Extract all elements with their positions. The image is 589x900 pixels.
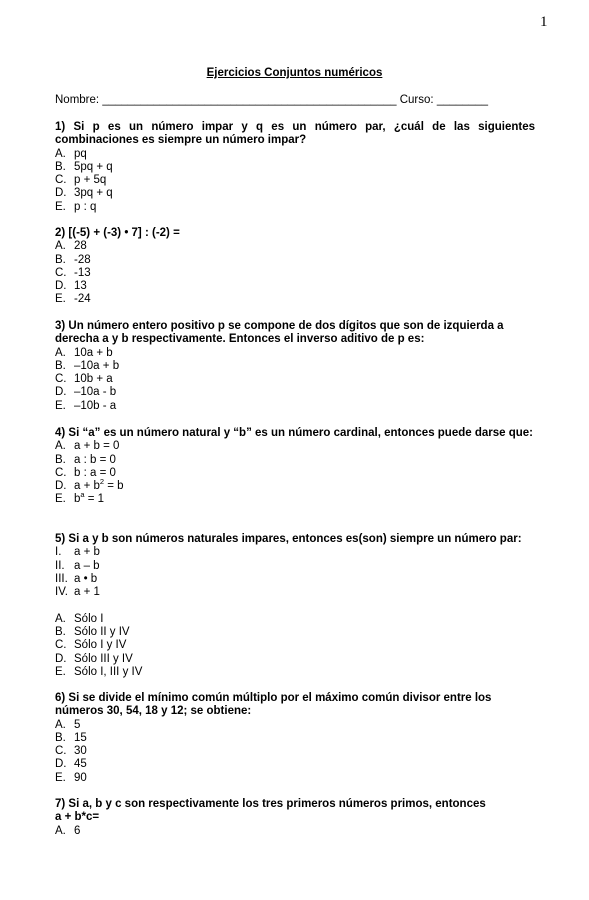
question-6-option-a: A. 5 [55, 718, 81, 731]
question-2-stem: 2) [(-5) + (-3) • 7] : (-2) = [55, 227, 180, 239]
name-blank: ______________________________________________ [102, 94, 397, 106]
question-5-option-d: D. Sólo III y IV [55, 652, 133, 665]
question-7-stem-line-1: 7) Si a, b y c son respectivamente los tres primeros números primos, entonces [55, 798, 486, 810]
question-2-option-a: A. 28 [55, 240, 87, 253]
question-5-option-b: B. Sólo II y IV [55, 626, 130, 639]
name-label: Nombre: [55, 94, 100, 106]
question-4-stem: 4) Si “a” es un número natural y “b” es un número cardinal, entonces puede darse que: [55, 427, 534, 439]
question-6-option-c: C. 30 [55, 745, 87, 758]
course-label: Curso: [399, 94, 434, 106]
question-4-option-a: A. a + b = 0 [55, 440, 120, 453]
name-course-line [55, 94, 535, 106]
question-6 [55, 692, 535, 785]
question-5-option-c: C. Sólo I y IV [55, 639, 127, 652]
question-2-option-c: C. -13 [55, 266, 91, 279]
question-5-statement-iii: III. a • b [55, 572, 98, 585]
question-4-option-e: E. $b^a = 1$ [55, 490, 105, 506]
question-5 [55, 533, 535, 679]
question-1-option-e: E. p : q [55, 200, 97, 213]
question-4 [55, 427, 535, 507]
question-2 [55, 227, 535, 307]
question-3-option-b: B. –10a + b [55, 359, 120, 372]
question-5-statement-i: I. a + b [55, 546, 100, 559]
question-3 [55, 320, 535, 413]
question-6-stem: 6) Si se divide el mínimo común múltiplo por el máximo común divisor entre los números 30, 54, 18 y 12; se obtiene: [55, 692, 492, 718]
question-2-option-b: B. -28 [55, 253, 91, 266]
question-3-stem: 3) Un número entero positivo p se compone de dos dígitos que son de izquierda a derecha a y b respectivamente. Entonces el inverso aditivo de p es: [55, 320, 504, 346]
question-1-option-a: A. pq [55, 147, 87, 160]
question-1-option-b: B. 5pq + q [55, 160, 113, 173]
question-6-option-d: D. 45 [55, 758, 87, 771]
question-3-option-d: D. –10a - b [55, 386, 117, 399]
question-1-option-c: C. p + 5q [55, 174, 107, 187]
course-blank: ________ [436, 94, 488, 106]
question-1 [55, 121, 535, 214]
question-7 [55, 798, 535, 838]
document-title: Ejercicios Conjuntos numéricos [206, 67, 383, 79]
question-5-option-e: E. Sólo I, III y IV [55, 665, 143, 678]
question-5-statement-ii: II. a – b [55, 559, 100, 572]
question-5-statement-iv: IV. a + 1 [55, 586, 100, 599]
question-5-option-a: A. Sólo I [55, 612, 104, 625]
question-1-stem: 1) Si p es un número impar y q es un número par, ¿cuál de las siguientes combinaciones es siempre un número impar? [55, 121, 535, 147]
question-3-option-e: E. –10b - a [55, 399, 117, 412]
question-5-stem: 5) Si a y b son números naturales impares, entonces es(son) siempre un número par: [55, 533, 522, 545]
question-7-stem-line-2: a + b*c= [55, 811, 100, 824]
question-1-option-d: D. 3pq + q [55, 187, 113, 200]
question-4-option-d: D. $a + b^2 = b$ [55, 477, 124, 493]
question-7-option-a: A. 6 [55, 824, 81, 837]
question-3-option-a: A. 10a + b [55, 346, 113, 359]
page-number: 1 [540, 14, 548, 30]
question-4-option-c: C. b : a = 0 [55, 466, 116, 479]
question-6-option-b: B. 15 [55, 731, 87, 744]
question-3-option-c: C. 10b + a [55, 373, 113, 386]
question-6-option-e: E. 90 [55, 771, 87, 784]
question-4-option-b: B. a : b = 0 [55, 453, 116, 466]
question-2-option-e: E. -24 [55, 293, 91, 306]
question-2-option-d: D. 13 [55, 280, 87, 293]
